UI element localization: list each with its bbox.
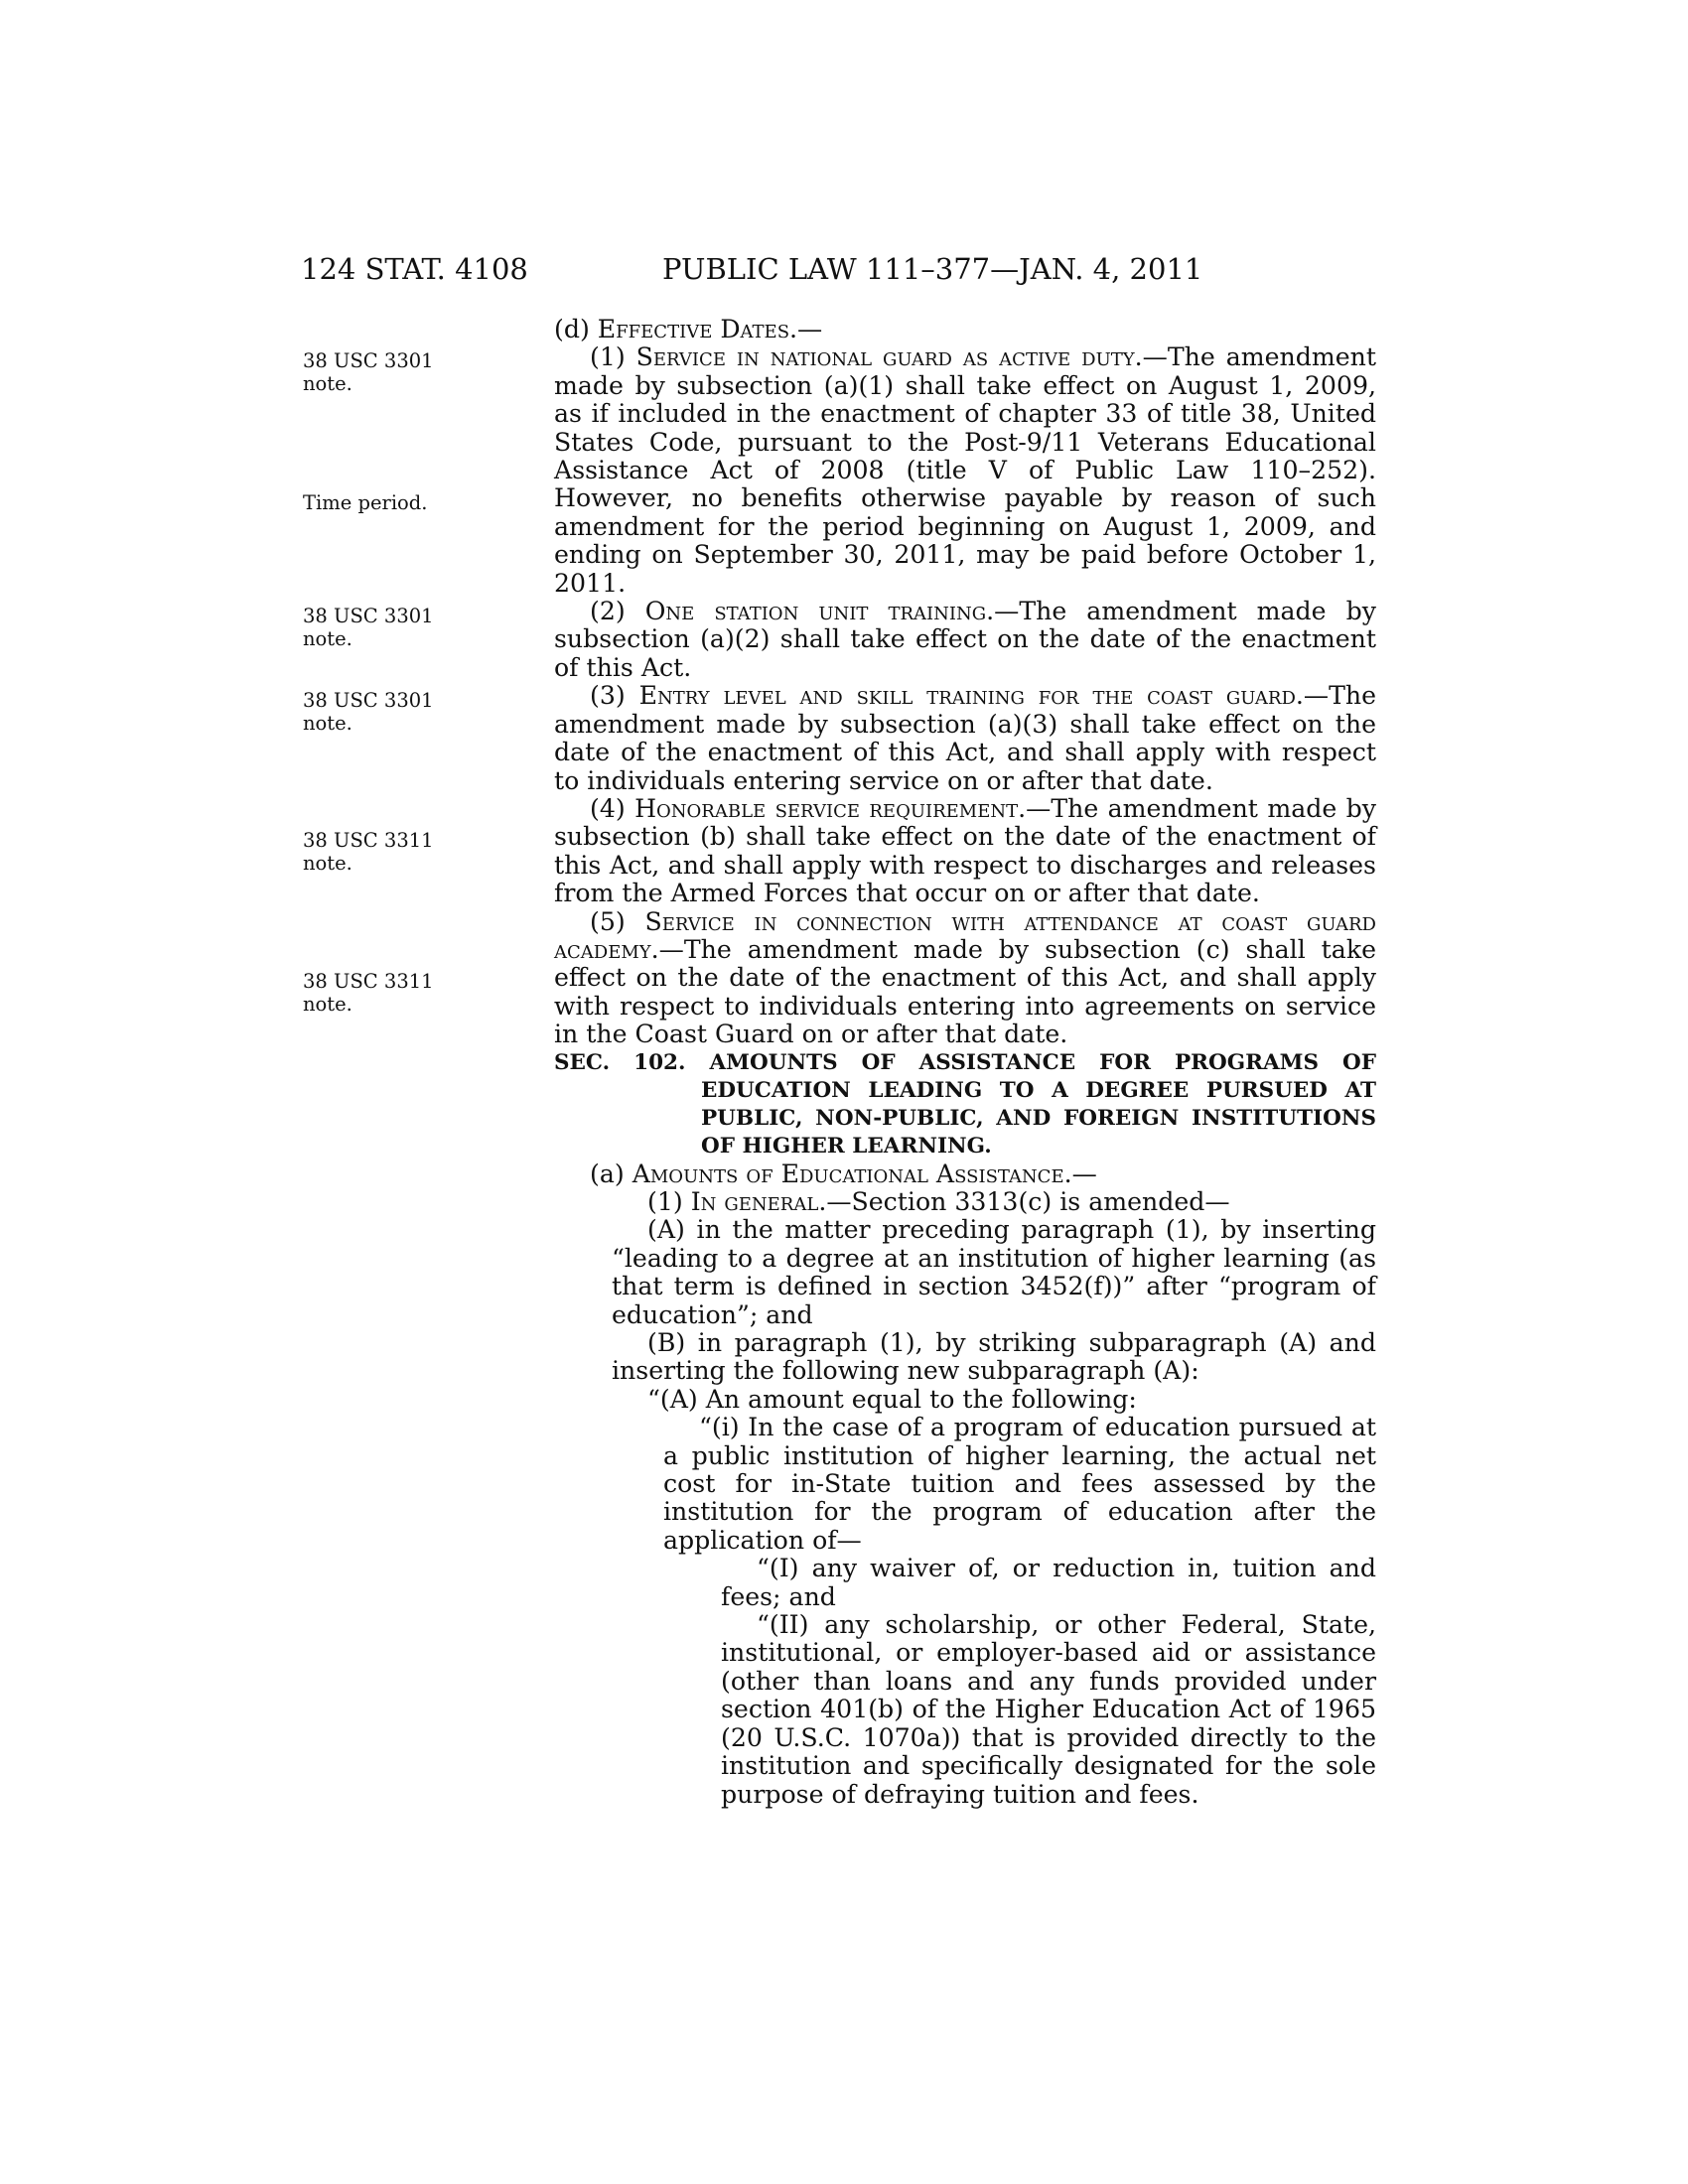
margin-note: Time period. bbox=[303, 491, 428, 514]
quoted-subclause-I: “(I) any waiver of, or reduction in, tuition and fees; and bbox=[721, 1554, 1376, 1611]
paragraph-d4: (4) Honorable service requirement.—The amendment made by subsection (b) shall take effect on the date of the enactment of this Act, and shall apply with respect to discharges and releases from the Armed Forces that occur on or after that date. bbox=[554, 793, 1376, 908]
margin-note: 38 USC 3301 note. bbox=[303, 349, 434, 395]
quoted-subparagraph-a: “(A) An amount equal to the following: bbox=[647, 1384, 1137, 1414]
subsection-d-heading: (d) Effective Dates.— bbox=[554, 315, 823, 343]
paragraph-d2: (2) One station unit training.—The amendment made by subsection (a)(2) shall take effect on the date of the enactment of this Act. bbox=[554, 597, 1376, 682]
paragraph-a1: (1) In general.—Section 3313(c) is amended— bbox=[647, 1186, 1230, 1216]
section-102-heading: SEC. 102. AMOUNTS OF ASSISTANCE FOR PROGRAMS OF EDUCATION LEADING TO A DEGREE PURSUED AT PUBLIC, NON-PUBLIC, AND FOREIGN INSTITUTIONS OF HIGHER LEARNING. bbox=[554, 1049, 1376, 1159]
quoted-subclause-II: “(II) any scholarship, or other Federal, State, institutional, or employer-based aid or assistance (other than loans and any funds provided under section 401(b) of the Higher Education Act of 1965 (20 U.S.C. 1070a)) that is provided directly to the institution and specifically designated for the sole purpose of defraying tuition and fees. bbox=[721, 1610, 1376, 1809]
subparagraph-b: (B) in paragraph (1), by striking subparagraph (A) and inserting the following new subparagraph (A): bbox=[612, 1328, 1376, 1386]
margin-note: 38 USC 3301 note. bbox=[303, 689, 434, 735]
document-body bbox=[554, 316, 1376, 1809]
quoted-clause-i: “(i) In the case of a program of education pursued at a public institution of higher learning, the actual net cost for in-State tuition and fees assessed by the institution for the program of education after the application of— bbox=[663, 1413, 1376, 1555]
margin-note: 38 USC 3311 note. bbox=[303, 970, 434, 1016]
margin-note: 38 USC 3311 note. bbox=[303, 829, 434, 875]
paragraph-d1: (1) Service in national guard as active duty.—The amendment made by subsection (a)(1) shall take effect on August 1, 2009, as if included in the enactment of chapter 33 of title 38, United States Code, pursuant to the Post-9/11 Veterans Educational Assistance Act of 2008 (title V of Public Law 110–252). However, no benefits otherwise payable by reason of such amendment for the period beginning on August 1, 2009, and ending on September 30, 2011, may be paid before October 1, 2011. bbox=[554, 342, 1376, 598]
subparagraph-a: (A) in the matter preceding paragraph (1), by inserting “leading to a degree at an institution of higher learning (as that term is defined in section 3452(f))” after “program of education”; and bbox=[612, 1215, 1376, 1329]
margin-note: 38 USC 3301 note. bbox=[303, 605, 434, 650]
paragraph-d3: (3) Entry level and skill training for the coast guard.—The amendment made by subsection (a)(3) shall take effect on the date of the enactment of this Act, and shall apply with respect to individuals entering service on or after that date. bbox=[554, 681, 1376, 795]
stat-citation: 124 STAT. 4108 bbox=[301, 252, 528, 286]
public-law-title: PUBLIC LAW 111–377—JAN. 4, 2011 bbox=[662, 252, 1203, 286]
subsection-a-heading: (a) Amounts of Educational Assistance.— bbox=[590, 1159, 1097, 1188]
page-header bbox=[0, 252, 1688, 292]
paragraph-d5: (5) Service in connection with attendance at coast guard academy.—The amendment made by subsection (c) shall take effect on the date of the enactment of this Act, and shall apply with respect to individuals entering into agreements on service in the Coast Guard on or after that date. bbox=[554, 906, 1376, 1049]
